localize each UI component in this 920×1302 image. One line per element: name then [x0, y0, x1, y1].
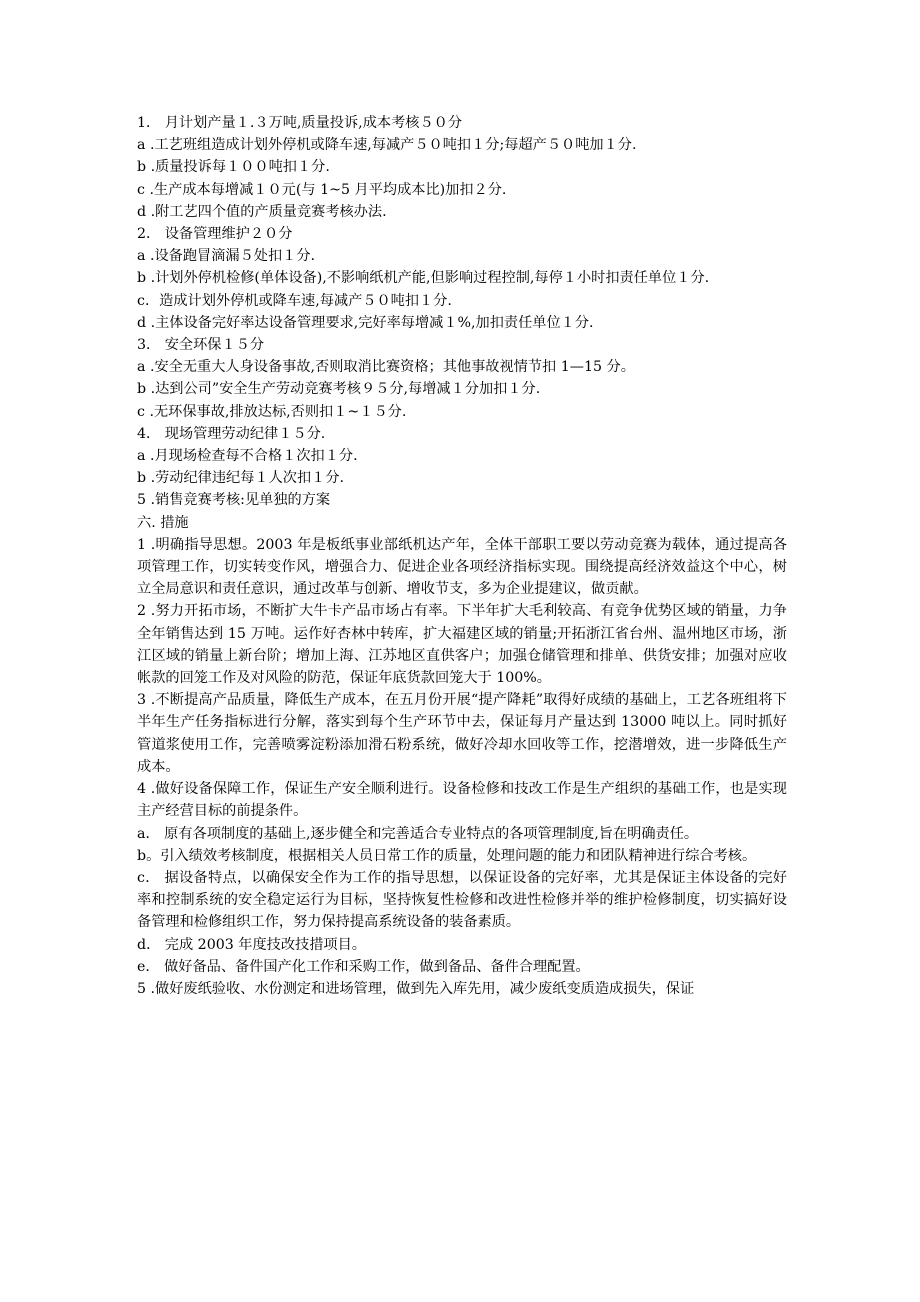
paragraph: 1 .明确指导思想。2003 年是板纸事业部纸机达产年，全体干部职工要以劳动竞赛为载体，通过提高各项管理工作，切实转变作风，增强合力、促进企业各项经济指标实现。围绕提高经济效益这个中心，树立全局意识和责任意识，通过改革与创新、增收节支，多为企业提建议，做贡献。	[137, 536, 787, 598]
text-line: b .计划外停机检修(单体设备),不影响纸机产能,但影响过程控制,每停１小时扣责任单位１分.	[137, 270, 710, 287]
text-line: 4． 现场管理劳动纪律１５分.	[137, 425, 326, 442]
text-line: c .无环保事故,排放达标,否则扣１~１５分.	[137, 403, 407, 420]
paragraph: 3 .不断提高产品质量，降低生产成本，在五月份开展“提产降耗”取得好成绩的基础上，工艺各班组将下半年生产任务指标进行分解，落实到每个生产环节中去，保证每月产量达到 13000 吨以上。同时抓好管道浆使用工作，完善喷雾淀粉添加滑石粉系统，做好冷却水回收等工作，挖潜增效，进一步降低生产成本。	[137, 692, 787, 775]
text-line: b .质量投诉每１００吨扣１分.	[137, 159, 330, 176]
paragraph: d． 完成 2003 年度技改技措项目。	[137, 936, 366, 953]
paragraph: a． 原有各项制度的基础上,逐步健全和完善适合专业特点的各项管理制度,旨在明确责任。	[137, 825, 699, 842]
text-line: a .设备跑冒滴漏５处扣１分.	[137, 248, 316, 265]
text-line: c．造成计划外停机或降车速,每减产５０吨扣１分.	[137, 292, 452, 309]
text-line: d .主体设备完好率达设备管理要求,完好率每增减１%,加扣责任单位１分.	[137, 314, 594, 331]
paragraph: e． 做好备品、备件国产化工作和采购工作，做到备品、备件合理配置。	[137, 958, 590, 975]
text-line: b .达到公司”安全生产劳动竞赛考核９５分,每增减１分加扣１分.	[137, 381, 541, 398]
text-line: 3． 安全环保１５分	[137, 337, 265, 354]
text-line: b .劳动纪律违纪每１人次扣１分.	[137, 470, 345, 487]
paragraph: 2 .努力开拓市场，不断扩大牛卡产品市场占有率。下半年扩大毛利较高、有竞争优势区域的销量，力争全年销售达到 15 万吨。运作好杏林中转库，扩大福建区域的销量;开拓浙江省台州、温州地区市场，浙江区域的销量上新台阶；增加上海、江苏地区直供客户；加强仓储管理和排单、供货安排；加强对应收帐款的回笼工作及对风险的防范，保证年底货款回笼大于 100%。	[137, 603, 787, 687]
text-line: a .工艺班组造成计划外停机或降车速,每减产５０吨扣１分;每超产５０吨加１分.	[137, 137, 637, 154]
text-line: c .生产成本每增减１０元(与 1~5 月平均成本比)加扣２分.	[137, 181, 507, 198]
text-line: 5 .销售竞赛考核:见单独的方案	[137, 492, 331, 509]
document-body	[137, 112, 787, 1000]
text-line: 2． 设备管理维护２０分	[137, 226, 293, 243]
section-heading: 六. 措施	[137, 514, 189, 531]
text-line: d .附工艺四个值的产质量竞赛考核办法.	[137, 203, 387, 220]
text-line: a .安全无重大人身设备事故,否则取消比赛资格；其他事故视情节扣 1—15 分。	[137, 359, 635, 376]
paragraph: 5 .做好废纸验收、水份测定和进场管理，做到先入库先用，减少废纸变质造成损失，保证	[137, 980, 695, 997]
text-line: a .月现场检查每不合格１次扣１分.	[137, 448, 358, 465]
paragraph: c． 据设备特点，以确保安全作为工作的指导思想，以保证设备的完好率，尤其是保证主体设备的完好率和控制系统的安全稳定运行为目标，坚持恢复性检修和改进性检修并举的维护检修制度，切实搞好设备管理和检修组织工作，努力保持提高系统设备的装备素质。	[137, 869, 787, 931]
text-line: 1． 月计划产量１.３万吨,质量投诉,成本考核５０分	[137, 115, 463, 131]
paragraph: 4 .做好设备保障工作，保证生产安全顺利进行。设备检修和技改工作是生产组织的基础工作，也是实现主产经营目标的前提条件。	[137, 781, 787, 820]
paragraph: b。引入绩效考核制度，根据相关人员日常工作的质量，处理问题的能力和团队精神进行综合考核。	[137, 847, 757, 864]
